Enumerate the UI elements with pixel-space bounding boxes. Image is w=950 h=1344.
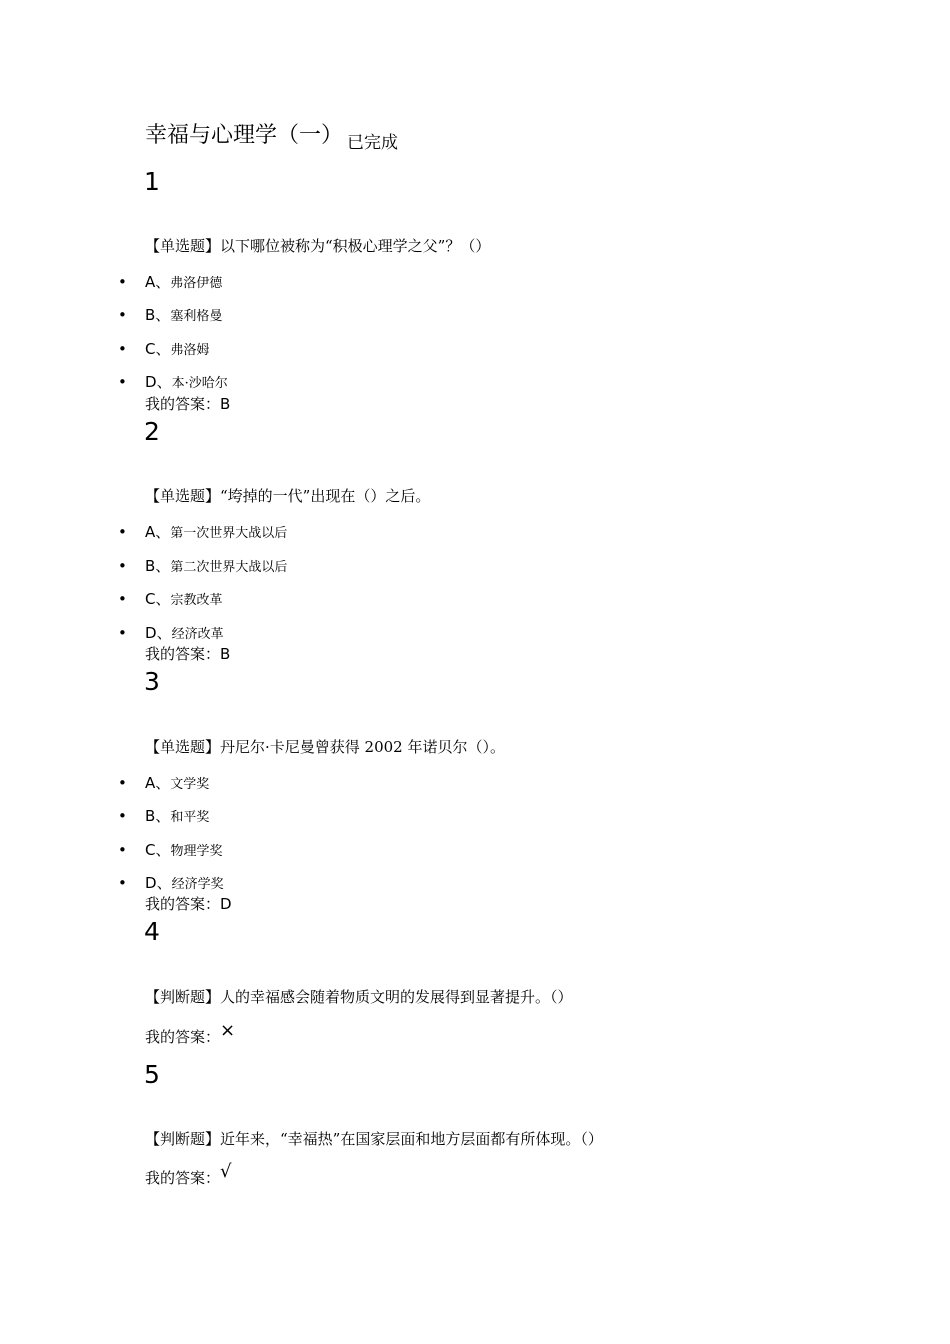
question-text: 人的幸福感会随着物质文明的发展得到显著提升。（） xyxy=(220,988,573,1006)
bullet-icon: • xyxy=(118,557,127,575)
answer-label: 我的答案： xyxy=(145,395,221,413)
question-number: 5 xyxy=(144,1060,160,1089)
option-item xyxy=(118,339,210,359)
my-answer xyxy=(145,1161,232,1188)
option-letter: D xyxy=(145,373,157,391)
question-stem xyxy=(145,236,490,256)
answer-value: B xyxy=(220,645,231,663)
question-number: 1 xyxy=(144,167,160,196)
question-type: 【判断题】 xyxy=(145,1130,221,1148)
option-item xyxy=(118,372,228,392)
option-separator: 、 xyxy=(155,340,171,358)
option-text: 物理学奖 xyxy=(170,844,223,859)
option-item xyxy=(118,589,223,609)
option-text: 经济改革 xyxy=(171,627,224,642)
option-letter: D xyxy=(145,624,157,642)
question-number: 4 xyxy=(144,917,160,946)
option-letter: D xyxy=(145,874,157,892)
question-number: 2 xyxy=(144,417,160,446)
page-title xyxy=(145,118,399,153)
option-separator: 、 xyxy=(156,624,172,642)
option-text: 宗教改革 xyxy=(170,593,223,608)
answer-value: B xyxy=(220,395,231,413)
option-item xyxy=(118,305,222,325)
answer-label: 我的答案： xyxy=(145,1028,221,1046)
option-text: 第一次世界大战以后 xyxy=(170,526,288,541)
question-text: 以下哪位被称为“积极心理学之父”？（） xyxy=(220,237,491,255)
option-letter: C xyxy=(145,841,156,859)
option-letter: B xyxy=(145,807,156,825)
question-stem xyxy=(145,987,573,1007)
option-text: 塞利格曼 xyxy=(170,309,223,324)
question-type: 【单选题】 xyxy=(145,237,221,255)
bullet-icon: • xyxy=(118,340,127,358)
answer-label: 我的答案： xyxy=(145,645,221,663)
question-text: “垮掉的一代”出现在（）之后。 xyxy=(220,487,431,505)
option-separator: 、 xyxy=(155,590,171,608)
option-item xyxy=(118,623,224,643)
option-separator: 、 xyxy=(155,807,171,825)
question-text: 近年来，“幸福热”在国家层面和地方层面都有所体现。（） xyxy=(220,1130,603,1148)
my-answer xyxy=(145,394,230,414)
option-text: 弗洛姆 xyxy=(170,343,210,358)
bullet-icon: • xyxy=(118,874,127,892)
option-item xyxy=(118,840,223,860)
option-item xyxy=(118,272,222,292)
bullet-icon: • xyxy=(118,273,127,291)
my-answer xyxy=(145,1020,236,1047)
option-letter: B xyxy=(145,557,156,575)
bullet-icon: • xyxy=(118,373,127,391)
option-separator: 、 xyxy=(155,273,171,291)
option-item xyxy=(118,556,287,576)
option-item xyxy=(118,873,224,893)
answer-label: 我的答案： xyxy=(145,1169,221,1187)
option-text: 文学奖 xyxy=(170,777,210,792)
option-letter: B xyxy=(145,306,156,324)
option-separator: 、 xyxy=(155,557,171,575)
completion-status: 已完成 xyxy=(347,133,399,153)
option-letter: A xyxy=(145,523,156,541)
question-stem xyxy=(145,1129,603,1149)
question-type: 【单选题】 xyxy=(145,487,221,505)
bullet-icon: • xyxy=(118,807,127,825)
check-mark-icon: √ xyxy=(220,1161,232,1182)
option-separator: 、 xyxy=(155,841,171,859)
option-item xyxy=(118,806,209,826)
option-text: 弗洛伊德 xyxy=(170,276,223,291)
my-answer xyxy=(145,644,230,664)
answer-label: 我的答案： xyxy=(145,895,221,913)
option-separator: 、 xyxy=(155,306,171,324)
bullet-icon: • xyxy=(118,306,127,324)
title-text: 幸福与心理学（一） xyxy=(145,123,344,148)
option-letter: C xyxy=(145,340,156,358)
option-separator: 、 xyxy=(156,874,172,892)
question-text: 丹尼尔·卡尼曼曾获得 2002 年诺贝尔（）。 xyxy=(220,738,505,756)
question-type: 【单选题】 xyxy=(145,738,221,756)
bullet-icon: • xyxy=(118,523,127,541)
option-text: 本·沙哈尔 xyxy=(171,376,228,391)
question-type: 【判断题】 xyxy=(145,988,221,1006)
option-separator: 、 xyxy=(156,373,172,391)
option-text: 第二次世界大战以后 xyxy=(170,560,288,575)
option-item xyxy=(118,522,287,542)
option-separator: 、 xyxy=(155,774,171,792)
question-stem xyxy=(145,486,430,506)
option-letter: C xyxy=(145,590,156,608)
my-answer xyxy=(145,894,232,914)
option-item xyxy=(118,773,209,793)
cross-mark-icon: × xyxy=(220,1020,236,1041)
answer-value: D xyxy=(220,895,232,913)
question-stem xyxy=(145,737,505,757)
option-separator: 、 xyxy=(155,523,171,541)
bullet-icon: • xyxy=(118,590,127,608)
option-text: 经济学奖 xyxy=(171,877,224,892)
option-text: 和平奖 xyxy=(170,810,210,825)
question-number: 3 xyxy=(144,667,160,696)
bullet-icon: • xyxy=(118,841,127,859)
option-letter: A xyxy=(145,273,156,291)
bullet-icon: • xyxy=(118,774,127,792)
option-letter: A xyxy=(145,774,156,792)
bullet-icon: • xyxy=(118,624,127,642)
